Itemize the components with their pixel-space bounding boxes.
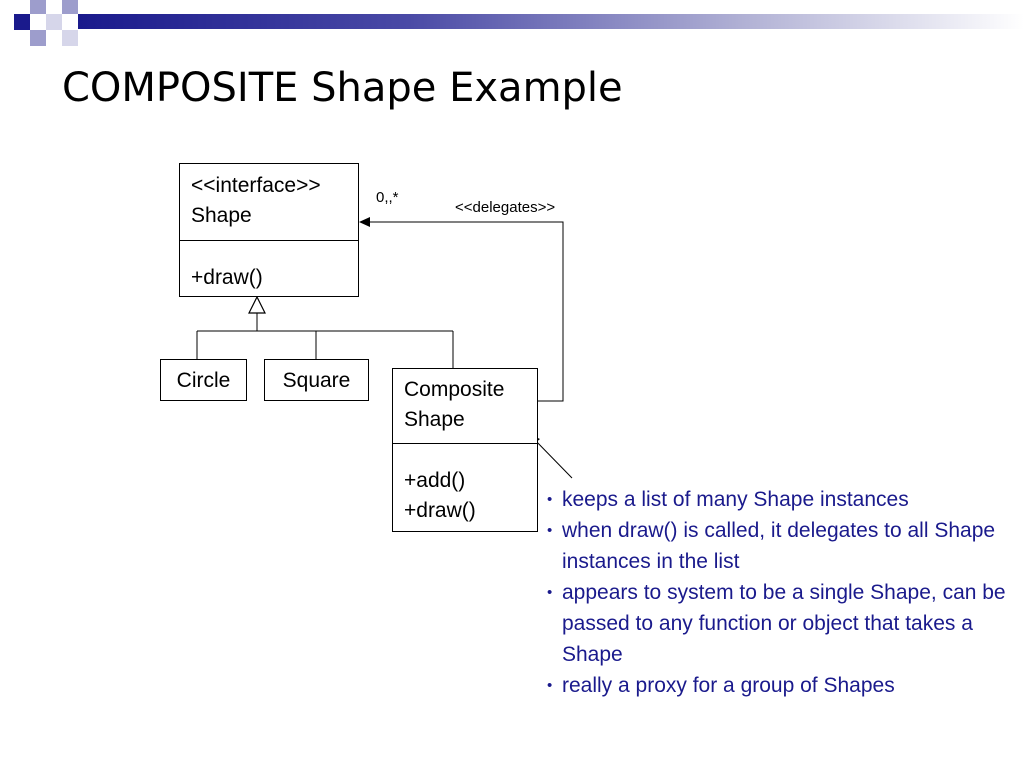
square-class-box: Square <box>264 359 369 401</box>
note-text: keeps a list of many Shape instances <box>562 488 909 511</box>
shape-draw-method: +draw() <box>191 266 263 289</box>
decor-square <box>30 30 46 46</box>
composite-notes-list <box>545 484 1015 701</box>
bullet-icon: • <box>547 584 553 601</box>
note-text: really a proxy for a group of Shapes <box>562 674 895 697</box>
inheritance-triangle <box>249 297 265 313</box>
bullet-icon: • <box>547 491 553 508</box>
decor-square <box>62 0 78 14</box>
shape-interface-methods <box>180 241 358 293</box>
circle-class-box: Circle <box>160 359 247 401</box>
shape-stereotype: <<interface>> <box>191 174 321 197</box>
note-item <box>545 577 1015 670</box>
composite-add-method: +add() <box>404 469 466 492</box>
slide-title: COMPOSITE Shape Example <box>62 65 623 111</box>
note-item <box>545 670 1015 701</box>
shape-name: Shape <box>191 204 252 227</box>
composite-draw-method: +draw() <box>404 499 476 522</box>
delegates-label: <<delegates>> <box>455 199 556 216</box>
shape-interface-box <box>179 163 359 297</box>
decor-square <box>62 30 78 46</box>
header-gradient-bar <box>78 14 1024 29</box>
composite-name-line1: Composite <box>404 378 505 401</box>
decor-square <box>14 14 30 30</box>
shape-interface-header <box>180 164 358 241</box>
decor-square <box>30 0 46 14</box>
composite-shape-methods <box>393 444 537 526</box>
delegation-arrowhead <box>359 217 370 227</box>
composite-shape-box <box>392 368 538 532</box>
decor-square <box>46 14 62 30</box>
composite-name-line2: Shape <box>404 408 465 431</box>
bullet-icon: • <box>547 522 553 539</box>
note-text: appears to system to be a single Shape, can be passed to any function or object that takes a Shape <box>562 581 1006 666</box>
note-item <box>545 515 1015 577</box>
note-text: when draw() is called, it delegates to all Shape instances in the list <box>562 519 996 573</box>
multiplicity-label: 0,,* <box>376 189 399 206</box>
note-item <box>545 484 1015 515</box>
bullet-icon: • <box>547 677 553 694</box>
note-pointer-line <box>532 437 572 478</box>
composite-shape-header <box>393 369 537 444</box>
header-decoration <box>0 0 1024 46</box>
